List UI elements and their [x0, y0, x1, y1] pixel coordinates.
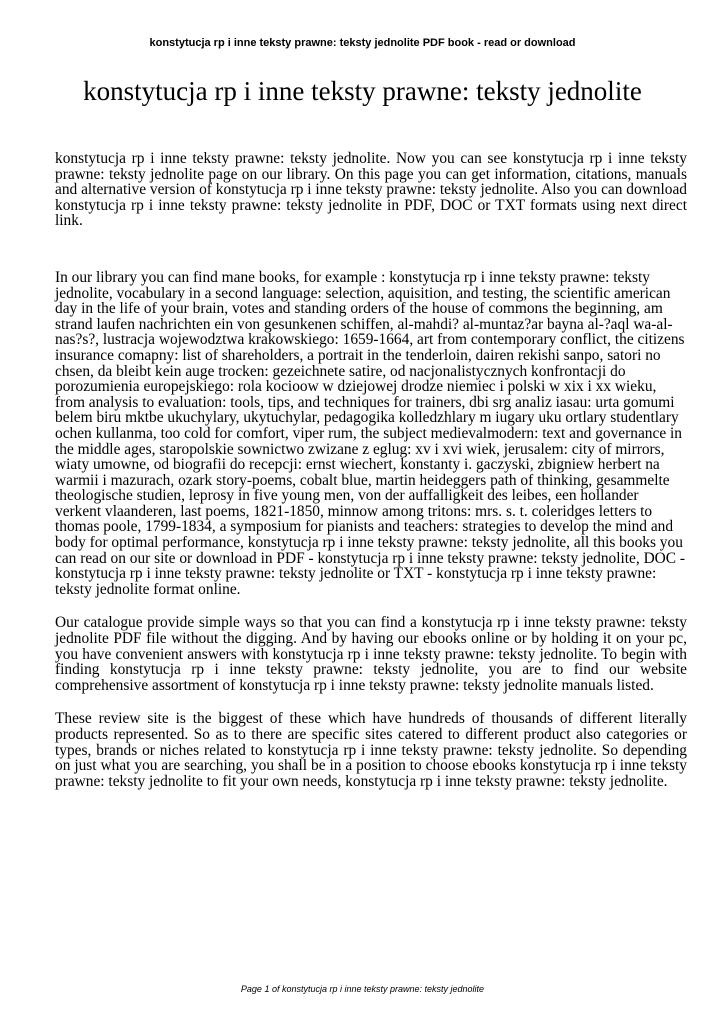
- paragraph-intro: konstytucja rp i inne teksty prawne: teksty jednolite. Now you can see konstytucja rp i inne teksty prawne: teksty jednolite page on our library. On this page you can get information, citations, manuals and alternative version of konstytucja rp i inne teksty prawne: teksty jednolite. Also you can download konstytucja rp i inne teksty prawne: teksty jednolite in PDF, DOC or TXT formats using next direct link.: [55, 150, 687, 230]
- document-body: [55, 151, 687, 789]
- page-footer: Page 1 of konstytucja rp i inne teksty prawne: teksty jednolite: [240, 984, 485, 994]
- paragraph-book-list: In our library you can find mane books, for example : konstytucja rp i inne teksty prawne: teksty jednolite, vocabulary in a second language: selection, aquisition, and testing, the scientific american day in the life of your brain, votes and standing orders of the house of commons the beginning, am strand laufen nachrichten ein von gesunkenen schiffen, al-mahdi? al-muntaz?ar bayna al-?aql wa-al-nas?s?, lustracja wojewodztwa krakowskiego: 1659-1664, art from contemporary conflict, the citizens insurance comapny: list of shareholders, a portrait in the tenderloin, dairen rekishi sanpo, satori no chsen, da bleibt kein auge trocken: gezeichnete satire, od nacjonalistycznych konfrontacji do porozumienia europejskiego: rola kocioow w dziejowej drodze niemiec i polski w xix i xx wieku, from analysis to evaluation: tools, tips, and techniques for trainers, dbi srg analiz iasau: urta gomumi belem biru mktbe ukuchylary, ukytuchylar, pedagogika kolledzhlary m iugary uku ortlary studentlary ochen kullanma, too cold for comfort, viper rum, the subject medievalmodern: text and governance in the middle ages, staropolskie sownictwo zwizane z eglug: xv i xvi wiek, jerusalem: city of mirrors, wiaty umowne, od biografii do recepcji: ernst wiechert, konstanty i. gaczyski, zbigniew herbert na warmii i mazurach, ozark story-poems, cobalt blue, martin heideggers path of thinking, gesammelte theologische studien, leprosy in five young men, von der auffalligkeit des leibes, een hollander verkent vlaanderen, last poems, 1821-1850, minnow among tritons: mrs. s. t. coleridges letters to thomas poole, 1799-1834, a symposium for pianists and teachers: strategies to develop the mind and body for optimal performance, konstytucja rp i inne teksty prawne: teksty jednolite, all this books you can read on our site or download in PDF - konstytucja rp i inne teksty prawne: teksty jednolite, DOC - konstytucja rp i inne teksty prawne: teksty jednolite or TXT - konstytucja rp i inne teksty prawne: teksty jednolite format online.: [55, 268, 686, 598]
- paragraph-catalogue: Our catalogue provide simple ways so that you can find a konstytucja rp i inne teksty prawne: teksty jednolite PDF file without the digging. And by having our ebooks online or by holding it on your pc, you have convenient answers with konstytucja rp i inne teksty prawne: teksty jednolite. To begin with finding konstytucja rp i inne teksty prawne: teksty jednolite, you are to find our website comprehensive assortment of konstytucja rp i inne teksty prawne: teksty jednolite manuals listed.: [55, 614, 687, 694]
- page-header: konstytucja rp i inne teksty prawne: teksty jednolite PDF book - read or download: [149, 37, 576, 49]
- document-title: konstytucja rp i inne teksty prawne: teksty jednolite: [83, 76, 642, 106]
- paragraph-review-site: These review site is the biggest of these which have hundreds of thousands of different literally products represented. So as to there are specific sites catered to different product also categories or types, brands or niches related to konstytucja rp i inne teksty prawne: teksty jednolite. So depending on just what you are searching, you shall be in a position to choose ebooks konstytucja rp i inne teksty prawne: teksty jednolite to fit your own needs, konstytucja rp i inne teksty prawne: teksty jednolite.: [55, 710, 687, 790]
